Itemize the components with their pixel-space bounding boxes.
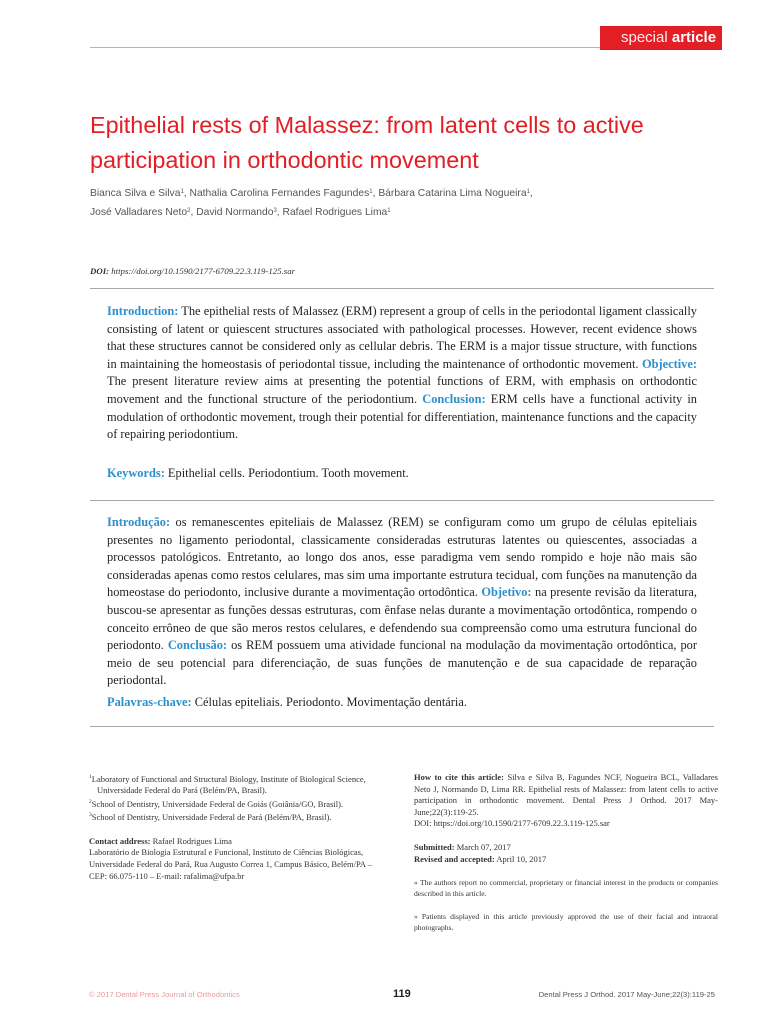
author-name: , Bárbara Catarina Lima Nogueira bbox=[372, 188, 527, 199]
citation-label: How to cite this article: bbox=[414, 772, 504, 782]
affiliation-marker: 1 bbox=[89, 774, 92, 780]
abstract-english bbox=[107, 303, 697, 444]
affiliation-marker: 3 bbox=[89, 812, 92, 819]
abstract-conclusion-text: ERM cells have a functional activity in modulation of orthodontic movement, trough their potential for differentiation, maintenance functions and the capacity of repairing periodontium. bbox=[107, 391, 697, 442]
doi-link[interactable]: https://doi.org/10.1590/2177-6709.22.3.119-125.sar bbox=[111, 266, 296, 276]
author-affiliation-marker: 2 bbox=[187, 208, 191, 214]
citation-block bbox=[414, 772, 718, 945]
abstract-conclusion-label: Conclusion: bbox=[422, 391, 486, 406]
divider-top bbox=[90, 288, 714, 289]
accepted-label: Revised and accepted: bbox=[414, 853, 495, 864]
section-badge bbox=[600, 26, 722, 50]
affiliation-item bbox=[89, 797, 381, 810]
author-name: , Nathalia Carolina Fernandes Fagundes bbox=[183, 188, 370, 199]
resumo-objective-text: na presente revisão da literatura, buscou-se apresentar as funções dessas estruturas, com ênfase nelas durante a movimentação ortodôntica, rompendo o conceito errôneo de que são meros restos celulares, e defendendo sua compreensão como uma estrutura funcional do periodonto. bbox=[107, 585, 697, 653]
author-line-1 bbox=[90, 184, 710, 203]
resumo-conclusion-label: Conclusão: bbox=[167, 638, 228, 653]
abstract-intro-text: The epithelial rests of Malassez (ERM) represent a group of cells in the periodontal ligament classically consisting of latent or quiescent structures associated with pathological processes. However, recent evidence shows that these structures cannot be considered only as cellular debris. The ERM is a major tissue structure, with functions in maintaining the homeostasis of periodontal tissue, including the maintenance of orthodontic movement. bbox=[107, 304, 697, 371]
submitted-label: Submitted: bbox=[414, 841, 455, 852]
contact-label: Contact address: bbox=[89, 835, 151, 846]
affiliation-text: School of Dentistry, Universidade Federal de Goiás (Goiânia/GO, Brasil). bbox=[91, 798, 344, 809]
author-affiliation-marker: 1 bbox=[180, 189, 184, 195]
author-name: Bianca Silva e Silva bbox=[90, 188, 181, 199]
disclosure-text: » Patients displayed in this article previously approved the use of their facial and intraoral photographs. bbox=[414, 912, 718, 933]
submitted-date: March 07, 2017 bbox=[454, 841, 511, 852]
submission-dates bbox=[414, 842, 718, 865]
divider-middle bbox=[90, 500, 714, 501]
author-affiliation-marker: 1 bbox=[387, 208, 391, 214]
disclosure-text: » The authors report no commercial, proprietary or financial interest in the products or companies described in this article. bbox=[414, 878, 718, 899]
contact-name: Rafael Rodrigues Lima bbox=[150, 835, 232, 846]
accepted-date: April 10, 2017 bbox=[494, 853, 547, 864]
affiliation-item bbox=[89, 810, 381, 823]
contact-address bbox=[89, 836, 381, 882]
keywords-portuguese bbox=[107, 694, 697, 712]
author-name: José Valladares Neto bbox=[90, 207, 188, 218]
affiliation-text: School of Dentistry, Universidade Federal de Pará (Belém/PA, Brasil). bbox=[91, 812, 332, 823]
doi-label: DOI: bbox=[90, 266, 110, 276]
article-title: Epithelial rests of Malassez: from latent cells to active participation in orthodontic movement bbox=[90, 112, 644, 173]
affiliation-marker: 2 bbox=[89, 799, 92, 806]
citation-doi[interactable]: DOI: https://doi.org/10.1590/2177-6709.22.3.119-125.sar bbox=[414, 818, 610, 829]
affiliation-item bbox=[89, 772, 381, 797]
author-name: , David Normando bbox=[190, 207, 274, 218]
resumo-intro-text: os remanescentes epiteliais de Malassez (REM) se configuram como um grupo de células epiteliais presentes no ligamento periodontal, classicamente consideradas estruturas latentes ou quiescentes, associadas a processos patológicos. Entretanto, ao longo dos anos, esse paradigma vem sendo rompido e hoje não mais são consideradas apenas como restos celulares, mas sim uma importante estrutura tecidual, com funções na manutenção da homeostase do periodonto, inclusive durante a movimentação ortodôntica. bbox=[107, 515, 697, 600]
footer-copyright: © 2017 Dental Press Journal of Orthodontics bbox=[89, 990, 240, 999]
badge-light-text: special bbox=[621, 29, 672, 46]
citation-text: Silva e Silva B, Fagundes NCF, Nogueira BCL, Valladares Neto J, Normando D, Lima RR. Epithelial rests of Malassez: from latent cells to active participation in orthodontic movement. Dental Press J Orthod. 2017 May-June;22(3):119-25. bbox=[414, 772, 718, 817]
palavras-chave-text: Células epiteliais. Periodonto. Movimentação dentária. bbox=[191, 695, 467, 709]
how-to-cite bbox=[414, 772, 718, 830]
footer-journal-citation: Dental Press J Orthod. 2017 May-June;22(3):119-25 bbox=[538, 990, 715, 999]
author-list bbox=[90, 184, 710, 222]
disclosure-conflict bbox=[414, 877, 718, 899]
author-name: , Rafael Rodrigues Lima bbox=[276, 207, 388, 218]
abstract-intro-label: Introduction: bbox=[107, 304, 179, 318]
keywords-text: Epithelial cells. Periodontium. Tooth movement. bbox=[164, 466, 409, 480]
author-affiliation-marker: 3 bbox=[273, 208, 277, 214]
author-affiliation-marker: 1 bbox=[526, 189, 530, 195]
divider-bottom bbox=[90, 726, 714, 727]
author-line-2 bbox=[90, 203, 710, 222]
resumo-conclusion-text: os REM possuem uma atividade funcional na modulação da movimentação ortodôntica, por meio de seu potencial para diferenciação, de suas funções de manutenção e de sua capacidade de reparação periodontal. bbox=[107, 638, 697, 688]
keywords-english bbox=[107, 465, 697, 483]
affiliation-text: Laboratory of Functional and Structural Biology, Institute of Biological Science, Universidade Federal do Pará (Belém/PA, Brasil). bbox=[91, 773, 366, 796]
palavras-chave-label: Palavras-chave: bbox=[107, 695, 192, 709]
disclosure-patients bbox=[414, 911, 718, 933]
abstract-objective-label: Objective: bbox=[641, 356, 697, 371]
resumo-objective-label: Objetivo: bbox=[481, 585, 532, 600]
author-affiliation-marker: 1 bbox=[369, 189, 373, 195]
abstract-portuguese bbox=[107, 514, 697, 690]
author-separator: , bbox=[529, 188, 533, 199]
resumo-intro-label: Introdução: bbox=[107, 515, 171, 529]
affiliations-block bbox=[89, 772, 381, 882]
doi-line bbox=[90, 266, 710, 276]
contact-address-text: Laboratório de Biologia Estrutural e Funcional, Instituto de Ciências Biológicas, Universidade Federal do Pará, Rua Augusto Correa 1, Campus Básico, Belém/PA – CEP: 66.075-110 – E-mail: rafalima@ufpa.br bbox=[89, 847, 372, 881]
keywords-label: Keywords: bbox=[107, 466, 165, 480]
badge-strong-text: article bbox=[671, 29, 717, 46]
page-footer bbox=[89, 988, 715, 1002]
abstract-objective-text: The present literature review aims at presenting the potential functions of ERM, with emphasis on orthodontic movement and the functional structure of the periodontium. bbox=[107, 374, 697, 406]
page-number: 119 bbox=[393, 988, 411, 1000]
